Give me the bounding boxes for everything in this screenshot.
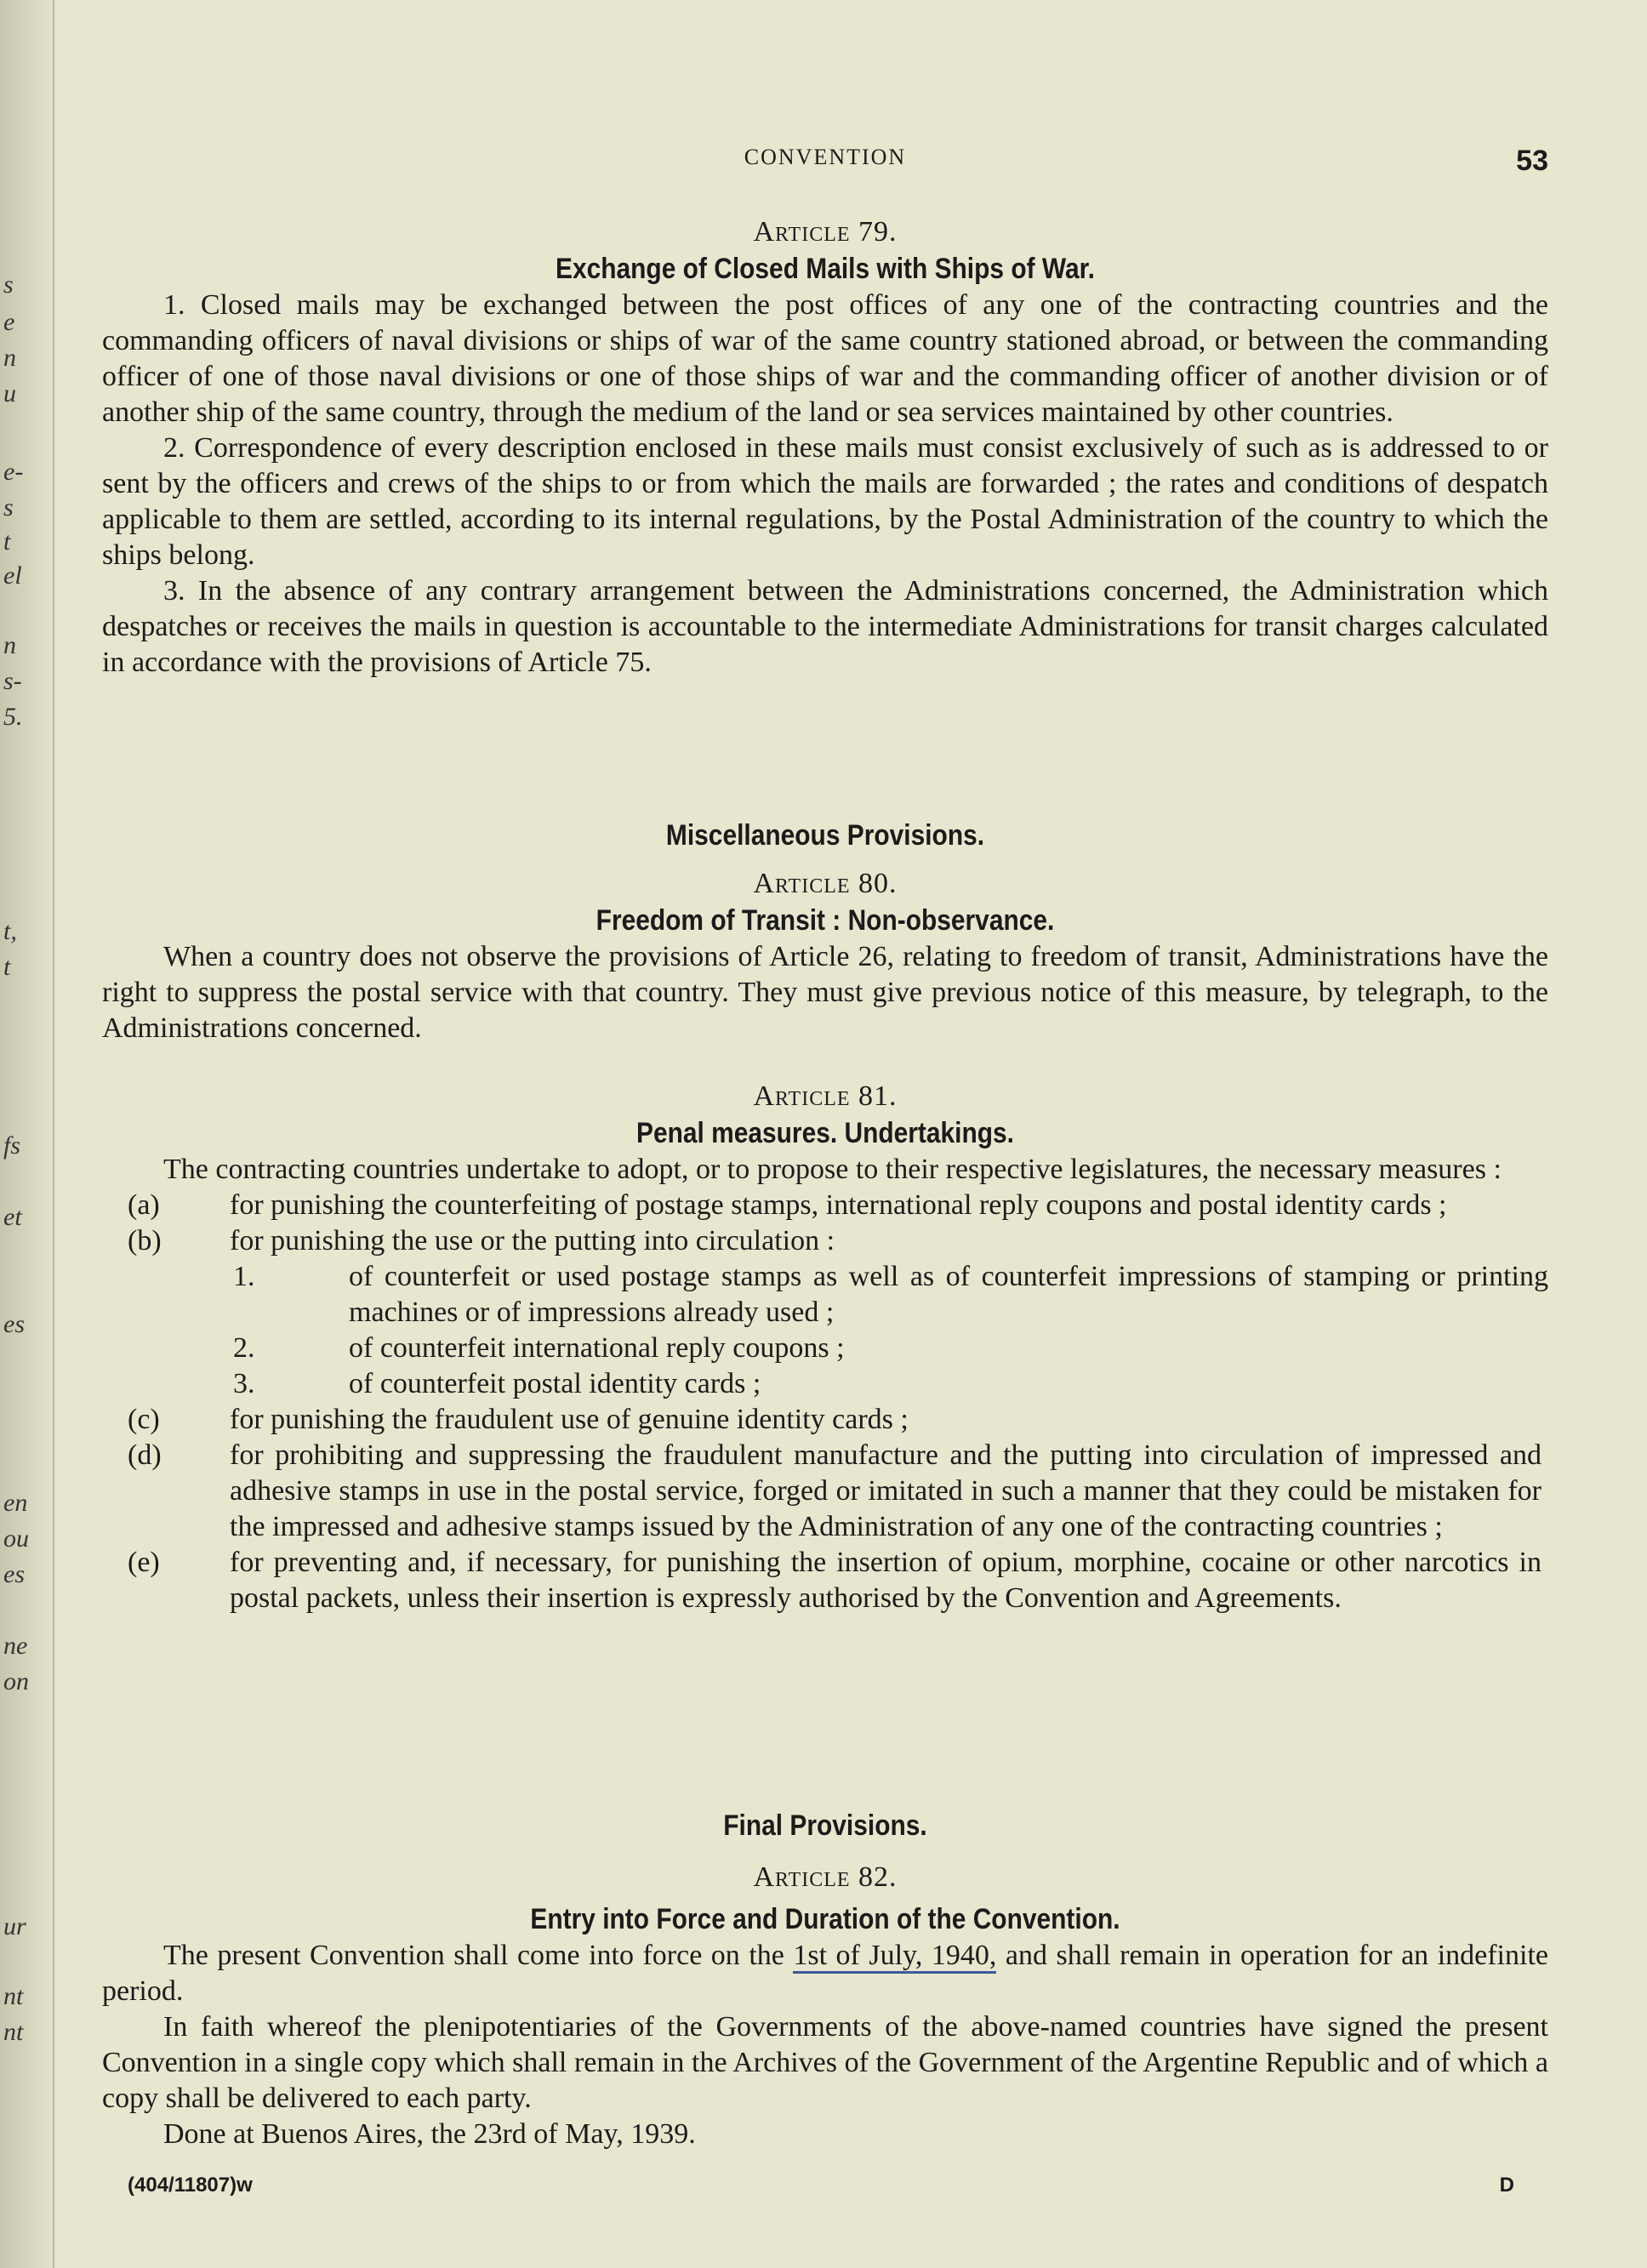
list-item: (a) for punishing the counterfeiting of postage stamps, international reply coupons and postal identity cards ; [128,1189,1447,1221]
margin-fragment: fs [3,1131,21,1160]
margin-fragment: ne [3,1632,28,1660]
list-item: (e) for preventing and, if necessary, for punishing the insertion of opium, morphine, cocaine or other narcotics in postal packets, unless their insertion is expressly authorised by the Convention and Agreements. [128,1547,1542,1614]
print-code: (404/11807)w [128,2174,253,2197]
list-item: (b) for punishing the use or the putting into circulation : [128,1225,835,1257]
margin-fragment: on [3,1667,29,1695]
article-number: Article 80. [753,868,898,899]
article-81-section [102,1079,1548,1616]
margin-fragment: t, [3,917,17,945]
margin-fragment: el [3,561,22,590]
section-heading: Final Provisions. [723,1809,927,1842]
margin-fragment: nt [3,1982,24,2010]
margin-fragment: ur [3,1912,26,1940]
paragraph: 3. In the absence of any contrary arrangement between the Administrations concerned, the Administration which despatches or receives the mails in question is accountable to the intermediate Administrations for transit charges calculated in accordance with the provisions of Article 75. [102,575,1548,678]
margin-fragment: t [3,527,11,556]
signature-mark: D [1499,2174,1514,2197]
article-number: Article 79. [753,216,898,248]
margin-fragment: s- [3,667,22,695]
list-subitem: 2. of counterfeit international reply coupons ; [233,1332,845,1364]
article-heading: Exchange of Closed Mails with Ships of War. [556,253,1095,285]
margin-fragment: n [3,344,16,372]
margin-fragment: n [3,631,16,659]
margin-fragment: en [3,1489,28,1517]
article-82-section [102,1807,1548,2152]
article-heading: Entry into Force and Duration of the Convention. [530,1903,1120,1935]
previous-page-margin [0,0,54,2268]
margin-fragment: e- [3,458,24,486]
article-80-section [102,817,1548,1046]
list-subitem: 3. of counterfeit postal identity cards ; [233,1368,761,1399]
article-number: Article 81. [753,1080,898,1112]
margin-fragment: et [3,1203,22,1231]
paragraph: The present Convention shall come into force on the 1st of July, 1940, and shall remain in operation for an indefinite period. [102,1940,1548,2007]
list-item: (c) for punishing the fraudulent use of genuine identity cards ; [128,1404,909,1435]
paragraph: In faith whereof the plenipotentiaries of the Governments of the above-named countries have signed the present Convention in a single copy which shall remain in the Archives of the Government of the Argentine Republic and of which a copy shall be delivered to each party. [102,2011,1548,2114]
list-item: (d) for prohibiting and suppressing the fraudulent manufacture and the putting into circulation of impressed and adhesive stamps in use in the postal service, forged or imitated in such a manner that they could be mistaken for the impressed and adhesive stamps issued by the Administration of any one of the contracting countries ; [128,1439,1542,1542]
paragraph: When a country does not observe the provisions of Article 26, relating to freedom of transit, Administrations have the right to suppress the postal service with that country. They must give previous notice of this measure, by telegraph, to the Administrations concerned. [102,941,1548,1044]
underlined-date: 1st of July, 1940, [793,1940,996,1974]
margin-fragment: t [3,953,11,981]
margin-fragment: 5. [3,703,23,731]
margin-fragment: es [3,1560,25,1588]
margin-fragment: e [3,308,15,336]
page-number: 53 [1516,145,1548,177]
article-79-section [102,214,1548,681]
margin-fragment: ou [3,1524,29,1553]
article-number: Article 82. [753,1861,898,1893]
document-page [85,0,1565,2268]
margin-fragment: es [3,1310,25,1338]
closing-line: Done at Buenos Aires, the 23rd of May, 1939. [163,2118,696,2150]
list-subitem: 1. of counterfeit or used postage stamps as well as of counterfeit impressions of stamping or printing machines or of impressions already used ; [233,1261,1548,1328]
margin-fragment: s [3,271,14,299]
running-head: CONVENTION [744,145,907,169]
paragraph: The contracting countries undertake to adopt, or to propose to their respective legislatures, the necessary measures : [163,1154,1502,1185]
article-heading: Penal measures. Undertakings. [635,1117,1014,1149]
margin-fragment: u [3,379,16,407]
article-heading: Freedom of Transit : Non-observance. [596,904,1055,937]
margin-fragment: s [3,493,14,521]
paragraph: 2. Correspondence of every description enclosed in these mails must consist exclusively of such as is addressed to or sent by the officers and crews of the ships to or from which the mails are forwarded ; the rates and conditions of despatch applicable to them are settled, according to its internal regulations, by the Postal Administration of the country to which the ships belong. [102,432,1548,571]
section-heading: Miscellaneous Provisions. [665,819,985,852]
margin-fragment: nt [3,2018,24,2046]
paragraph: 1. Closed mails may be exchanged between the post offices of any one of the contracting countries and the commanding officers of naval divisions or ships of war of the same country stationed abroad, or between the commanding officer of one of those naval divisions or one of those ships of war and the commanding officer of another division or of another ship of the same country, through the medium of the land or sea services maintained by other countries. [102,289,1548,428]
